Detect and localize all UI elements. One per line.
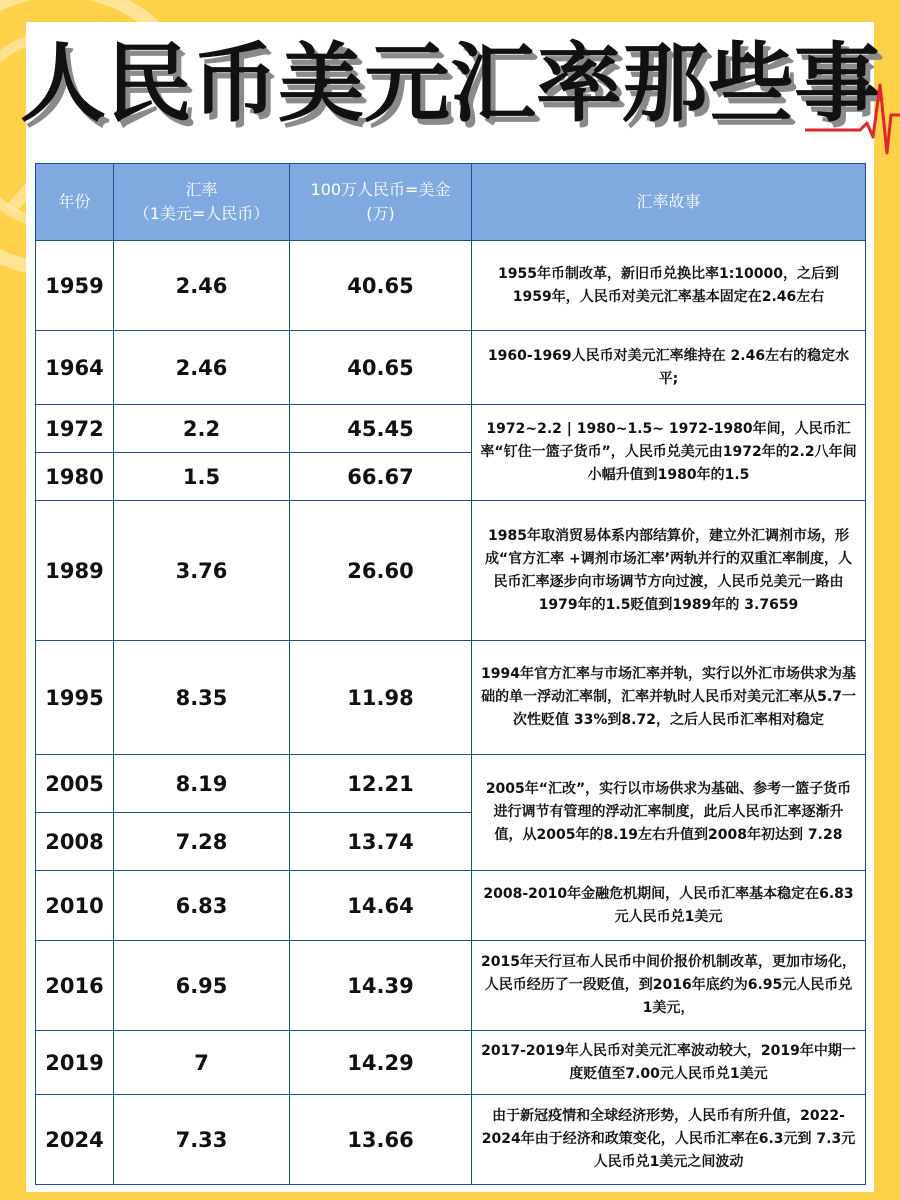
header-usd-line1: 100万人民币=美金 xyxy=(310,180,451,199)
cell-rate: 6.83 xyxy=(114,871,290,941)
cell-usd: 14.64 xyxy=(290,871,472,941)
cell-usd: 13.74 xyxy=(290,813,472,871)
cell-rate: 8.35 xyxy=(114,641,290,755)
cell-rate: 2.46 xyxy=(114,241,290,331)
cell-story: 2005年“汇改”，实行以市场供求为基础、参考一篮子货币进行调节有管理的浮动汇率制度，此后人民币汇率逐渐升值，从2005年的8.19左右升值到2008年初达到 7.28 xyxy=(472,755,866,871)
header-rate xyxy=(114,164,290,241)
cell-rate: 8.19 xyxy=(114,755,290,813)
exchange-rate-table xyxy=(35,163,866,1185)
cell-year: 1972 xyxy=(36,405,114,453)
table-row xyxy=(36,1095,866,1185)
cell-usd: 40.65 xyxy=(290,241,472,331)
cell-usd: 14.29 xyxy=(290,1031,472,1095)
cell-rate: 7.33 xyxy=(114,1095,290,1185)
cell-year: 2024 xyxy=(36,1095,114,1185)
cell-rate: 7.28 xyxy=(114,813,290,871)
cell-story: 2008-2010年金融危机期间，人民币汇率基本稳定在6.83元人民币兑1美元 xyxy=(472,871,866,941)
cell-rate: 7 xyxy=(114,1031,290,1095)
heartbeat-line-icon xyxy=(805,75,900,160)
table-row xyxy=(36,501,866,641)
cell-rate: 2.46 xyxy=(114,331,290,405)
header-year: 年份 xyxy=(36,164,114,241)
cell-rate: 2.2 xyxy=(114,405,290,453)
cell-year: 2019 xyxy=(36,1031,114,1095)
header-rate-line1: 汇率 xyxy=(185,180,218,199)
cell-usd: 40.65 xyxy=(290,331,472,405)
cell-year: 2005 xyxy=(36,755,114,813)
table-row xyxy=(36,1031,866,1095)
cell-story: 1955年币制改革，新旧币兑换比率1:10000，之后到1959年，人民币对美元汇率基本固定在2.46左右 xyxy=(472,241,866,331)
cell-rate: 1.5 xyxy=(114,453,290,501)
cell-usd: 45.45 xyxy=(290,405,472,453)
cell-usd: 14.39 xyxy=(290,941,472,1031)
cell-year: 1995 xyxy=(36,641,114,755)
cell-story: 1985年取消贸易体系内部结算价，建立外汇调剂市场，形成“官方汇率 +调剂市场汇率’两轨并行的双重汇率制度，人民币汇率逐步向市场调节方向过渡，人民币兑美元一路由1979年的1.5贬值到1989年的 3.7659 xyxy=(472,501,866,641)
cell-story: 1994年官方汇率与市场汇率并轨，实行以外汇市场供求为基础的单一浮动汇率制，汇率并轨时人民币对美元汇率从5.7一次性贬值 33%到8.72，之后人民币汇率相对稳定 xyxy=(472,641,866,755)
cell-year: 2016 xyxy=(36,941,114,1031)
table-row xyxy=(36,241,866,331)
table-row xyxy=(36,941,866,1031)
header-story: 汇率故事 xyxy=(472,164,866,241)
cell-story: 1972~2.2 | 1980~1.5~ 1972-1980年间，人民币汇率“钉住一篮子货币”，人民币兑美元由1972年的2.2八年间小幅升值到1980年的1.5 xyxy=(472,405,866,501)
cell-rate: 3.76 xyxy=(114,501,290,641)
cell-year: 1959 xyxy=(36,241,114,331)
cell-story: 2017-2019年人民币对美元汇率波动较大，2019年中期一度贬值至7.00元人民币兑1美元 xyxy=(472,1031,866,1095)
table-header-row xyxy=(36,164,866,241)
cell-rate: 6.95 xyxy=(114,941,290,1031)
table-row xyxy=(36,871,866,941)
cell-story: 2015年天行亘布人民币中间价报价机制改革，更加市场化，人民币经历了一段贬值，到2016年底约为6.95元人民币兑1美元， xyxy=(472,941,866,1031)
cell-usd: 13.66 xyxy=(290,1095,472,1185)
cell-usd: 12.21 xyxy=(290,755,472,813)
table-row xyxy=(36,405,866,453)
header-usd xyxy=(290,164,472,241)
table-row xyxy=(36,755,866,813)
header-usd-line2: (万) xyxy=(366,204,395,223)
header-rate-line2: （1美元=人民币） xyxy=(133,204,270,223)
cell-year: 1980 xyxy=(36,453,114,501)
cell-year: 2008 xyxy=(36,813,114,871)
table-row xyxy=(36,641,866,755)
cell-usd: 66.67 xyxy=(290,453,472,501)
cell-year: 2010 xyxy=(36,871,114,941)
cell-year: 1964 xyxy=(36,331,114,405)
cell-story: 1960-1969人民币对美元汇率维持在 2.46左右的稳定水平; xyxy=(472,331,866,405)
cell-year: 1989 xyxy=(36,501,114,641)
cell-usd: 11.98 xyxy=(290,641,472,755)
page-title: 人民币美元汇率那些事 xyxy=(20,34,880,134)
cell-story: 由于新冠疫情和全球经济形势，人民币有所升值，2022-2024年由于经济和政策变化，人民币汇率在6.3元到 7.3元人民币兑1美元之间波动 xyxy=(472,1095,866,1185)
cell-usd: 26.60 xyxy=(290,501,472,641)
table-row xyxy=(36,331,866,405)
